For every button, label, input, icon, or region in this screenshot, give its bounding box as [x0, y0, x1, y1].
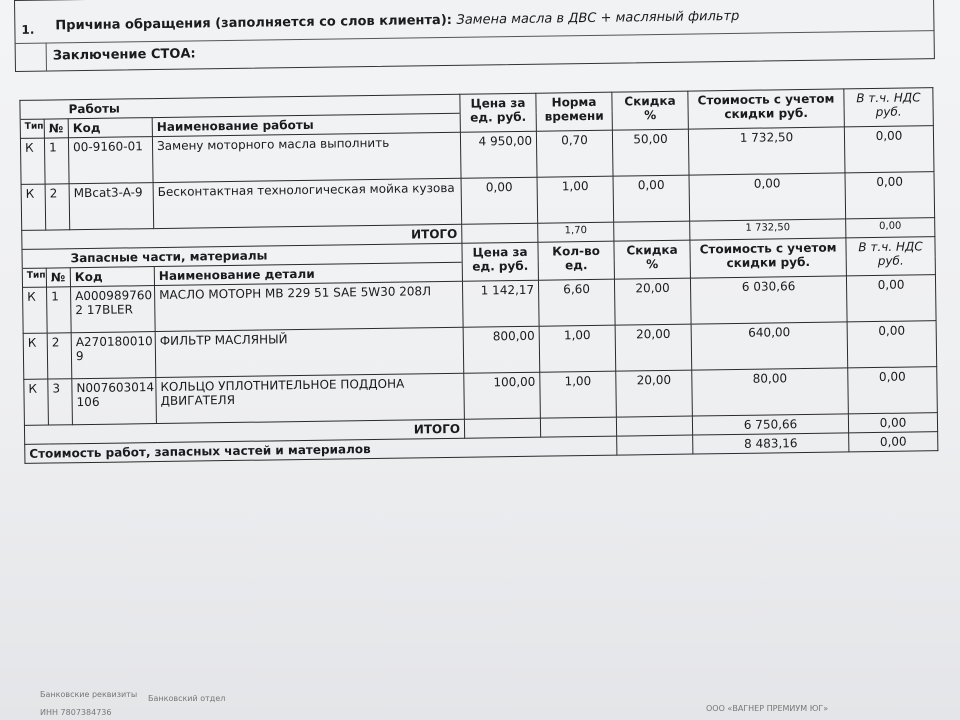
cell-no: 2: [47, 333, 72, 379]
cell-cost: 80,00: [692, 368, 849, 416]
cell-type: К: [23, 333, 48, 379]
cell-discount: 20,00: [614, 278, 691, 325]
works-col-type: Тип: [20, 119, 44, 138]
footer-bank-dept: Банковский отдел: [148, 694, 226, 703]
reason-label-text: Причина обращения (заполняется со слов клиента):: [55, 12, 453, 34]
cell-vat: 0,00: [847, 321, 937, 368]
footer-bank-label: Банковские реквизиты: [40, 690, 138, 699]
cell-norm: 1,00: [537, 176, 614, 223]
parts-total-vat: 0,00: [848, 413, 937, 433]
estimate-table: [19, 87, 938, 464]
parts-col-qty: Кол-во ед.: [538, 241, 615, 280]
cell-type: К: [20, 138, 45, 184]
cell-vat: 0,00: [845, 172, 935, 219]
cell-type: К: [24, 379, 49, 425]
parts-section-title: Запасные части, материалы: [22, 243, 462, 268]
grand-total-vat: 0,00: [849, 432, 938, 452]
works-col-price: Цена за ед. руб.: [460, 93, 537, 132]
cell-cost: 640,00: [691, 322, 848, 370]
parts-col-cost: Стоимость с учетом скидки руб.: [690, 238, 847, 278]
item-number: 1.: [21, 22, 35, 37]
works-col-discount: Скидка %: [612, 91, 689, 130]
footer-company: ООО «ВАГНЕР ПРЕМИУМ ЮГ»: [706, 704, 829, 713]
cell-cost: 1 732,50: [688, 127, 845, 175]
cell-cost: 6 030,66: [690, 276, 847, 324]
cell-no: 1: [44, 138, 69, 184]
works-total-vat: 0,00: [846, 218, 935, 238]
works-total-cost: 1 732,50: [690, 219, 846, 240]
cell-code: 00-9160-01: [68, 137, 153, 184]
request-block: [14, 0, 935, 72]
reason-value: Замена масла в ДВС + масляный фильтр: [456, 8, 740, 28]
cell-name: Бесконтактная технологическая мойка кузова: [153, 178, 462, 228]
works-total-discount: [614, 221, 690, 241]
parts-total-price: [464, 418, 540, 438]
grand-total-discount: [617, 435, 693, 455]
footer-inn: ИНН 7807384736: [40, 708, 112, 717]
cell-price: 800,00: [463, 326, 540, 373]
cell-norm: 0,70: [536, 130, 613, 177]
cell-price: 0,00: [461, 177, 538, 224]
cell-discount: 50,00: [612, 129, 689, 176]
cell-no: 1: [47, 287, 72, 333]
works-col-cost: Стоимость с учетом скидки руб.: [688, 89, 845, 129]
parts-total-label: ИТОГО: [24, 419, 464, 444]
cell-price: 4 950,00: [460, 131, 537, 178]
works-total-norm: 1,70: [538, 222, 614, 242]
works-col-no: №: [44, 119, 68, 138]
grand-total-label: Стоимость работ, запасных частей и материалов: [25, 436, 617, 463]
cell-price: 100,00: [464, 372, 541, 419]
cell-discount: 0,00: [613, 175, 690, 222]
reason-label: [55, 9, 739, 34]
cell-vat: 0,00: [846, 275, 936, 322]
cell-discount: 20,00: [616, 370, 693, 417]
works-col-norm: Норма времени: [536, 92, 613, 131]
works-header-row: [20, 88, 933, 120]
cell-discount: 20,00: [615, 324, 692, 371]
works-total-label: ИТОГО: [22, 224, 462, 249]
cell-name: Замену моторного масла выполнить: [152, 132, 461, 182]
parts-col-price: Цена за ед. руб.: [462, 242, 539, 281]
cell-vat: 0,00: [848, 367, 938, 414]
cell-vat: 0,00: [844, 126, 934, 173]
cell-name: ФИЛЬТР МАСЛЯНЫЙ: [155, 327, 464, 377]
parts-col-no: №: [46, 268, 70, 287]
parts-total-discount: [616, 416, 692, 436]
works-col-code: Код: [68, 118, 152, 138]
parts-col-type: Тип: [22, 268, 46, 287]
cell-qty: 6,60: [538, 279, 615, 326]
works-total-price: [462, 223, 538, 243]
cell-qty: 1,00: [540, 371, 617, 418]
cell-no: 3: [48, 379, 73, 425]
cell-qty: 1,00: [539, 325, 616, 372]
cell-code: N007603014 106: [72, 378, 157, 425]
parts-col-discount: Скидка %: [614, 240, 691, 279]
cell-code: A000989760 2 17BLER: [71, 286, 156, 333]
cell-name: МАСЛО МОТОРН MB 229 51 SAE 5W30 208Л: [155, 281, 464, 331]
parts-col-name: Наименование детали: [154, 262, 462, 285]
parts-total-cost: 6 750,66: [692, 414, 848, 435]
grand-total-cost: 8 483,16: [693, 433, 849, 454]
cell-code: MBcat3-A-9: [69, 183, 154, 230]
works-col-name: Наименование работы: [152, 113, 460, 136]
cell-no: 2: [45, 184, 70, 230]
document-sheet: [14, 0, 935, 461]
works-col-vat: В т.ч. НДС руб.: [844, 88, 934, 127]
parts-col-code: Код: [70, 267, 154, 287]
parts-col-vat: В т.ч. НДС руб.: [846, 237, 936, 276]
parts-total-qty: [540, 417, 616, 437]
cell-type: К: [23, 287, 48, 333]
works-section-title: Работы: [20, 94, 460, 119]
conclusion-label: Заключение СТОА:: [52, 46, 196, 64]
cell-type: К: [21, 184, 46, 230]
cell-price: 1 142,17: [462, 280, 539, 327]
cell-name: КОЛЬЦО УПЛОТНИТЕЛЬНОЕ ПОДДОНА ДВИГАТЕЛЯ: [156, 373, 465, 423]
cell-cost: 0,00: [689, 173, 846, 221]
cell-code: A270180010 9: [71, 332, 156, 379]
